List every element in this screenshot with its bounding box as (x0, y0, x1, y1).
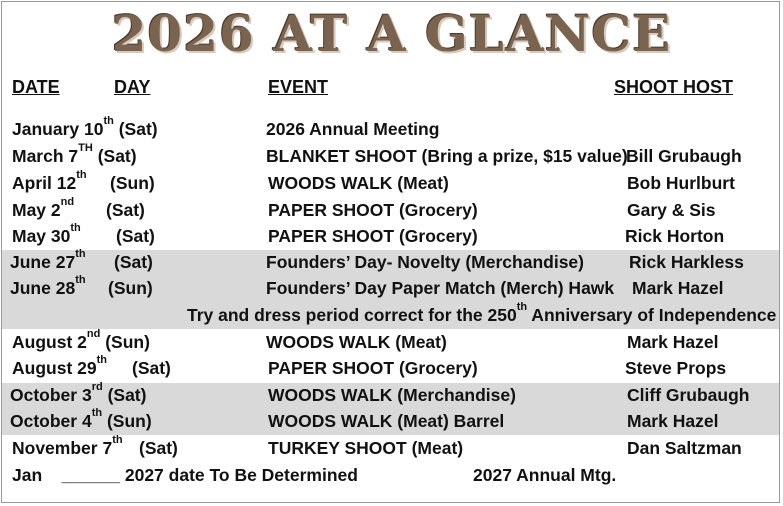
row-host: 2027 Annual Mtg. (473, 465, 617, 485)
schedule-row (2, 409, 779, 435)
row-host: Bob Hurlburt (627, 173, 735, 193)
header-shoot-host: SHOOT HOST (614, 77, 734, 97)
row-event: WOODS WALK (Meat) Barrel (268, 411, 505, 431)
row-host: Gary & Sis (627, 200, 716, 220)
period-dress-note: Try and dress period correct for the 250th Anniversary of Independence (187, 301, 777, 325)
header-event: EVENT (268, 77, 329, 97)
row-date: May 2nd (12, 196, 75, 220)
row-event: BLANKET SHOOT (Bring a prize, $15 value) (266, 146, 628, 166)
row-event: TURKEY SHOOT (Meat) (268, 438, 464, 458)
row-host: Dan Saltzman (627, 438, 742, 458)
schedule-row (2, 276, 779, 302)
row-day: (Sat) (132, 358, 171, 378)
row-date: March 7TH (Sat) (12, 142, 137, 166)
row-event: 2026 Annual Meeting (266, 119, 440, 139)
row-event: PAPER SHOOT (Grocery) (268, 226, 478, 246)
row-date: November 7th (12, 434, 123, 458)
row-event: PAPER SHOOT (Grocery) (268, 358, 478, 378)
schedule-row (2, 436, 779, 462)
row-event: WOODS WALK (Meat) (268, 173, 449, 193)
row-date: June 27th (10, 248, 86, 272)
schedule-row (2, 198, 779, 224)
row-host: Rick Horton (625, 226, 725, 246)
row-host: Mark Hazel (627, 332, 719, 352)
schedule-row (2, 144, 779, 170)
schedule-row (2, 224, 779, 250)
row-event: PAPER SHOOT (Grocery) (268, 200, 478, 220)
row-day: (Sat) (106, 200, 145, 220)
row-host: Mark Hazel (632, 278, 724, 298)
schedule-row (2, 463, 779, 489)
row-event: WOODS WALK (Merchandise) (268, 385, 516, 405)
row-day: (Sat) (116, 226, 155, 246)
row-date: August 2nd (Sun) (12, 328, 150, 352)
page-title: 2026 AT A GLANCE (111, 4, 672, 63)
row-date: Jan ______ 2027 date To Be Determined (12, 465, 358, 485)
row-date: April 12th (12, 169, 87, 193)
row-host: Cliff Grubaugh (627, 385, 750, 405)
row-date: August 29th (12, 354, 107, 378)
schedule-row (2, 250, 779, 276)
note-row (2, 302, 779, 329)
schedule-row (2, 356, 779, 382)
row-date: May 30th (12, 222, 81, 246)
row-host: Bill Grubaugh (626, 146, 742, 166)
row-host: Rick Harkless (629, 252, 744, 272)
row-event: WOODS WALK (Meat) (266, 332, 447, 352)
row-day: (Sun) (110, 173, 155, 193)
row-event: Founders’ Day- Novelty (Merchandise) (266, 252, 584, 272)
row-host: Steve Props (625, 358, 727, 378)
schedule-row (2, 383, 779, 409)
row-day: (Sat) (114, 252, 153, 272)
row-date: January 10th (Sat) (12, 115, 158, 139)
schedule-row (2, 330, 779, 356)
row-date: October 3rd (Sat) (10, 381, 147, 405)
row-date: October 4th (Sun) (10, 407, 152, 431)
schedule-row (2, 171, 779, 197)
schedule-row (2, 117, 779, 143)
row-date: June 28th (10, 274, 86, 298)
row-event: Founders’ Day Paper Match (Merch) Hawk (266, 278, 615, 298)
row-day: (Sat) (139, 438, 178, 458)
row-host: Mark Hazel (627, 411, 719, 431)
header-date: DATE (12, 77, 60, 97)
row-day: (Sun) (108, 278, 153, 298)
header-day: DAY (114, 77, 151, 97)
